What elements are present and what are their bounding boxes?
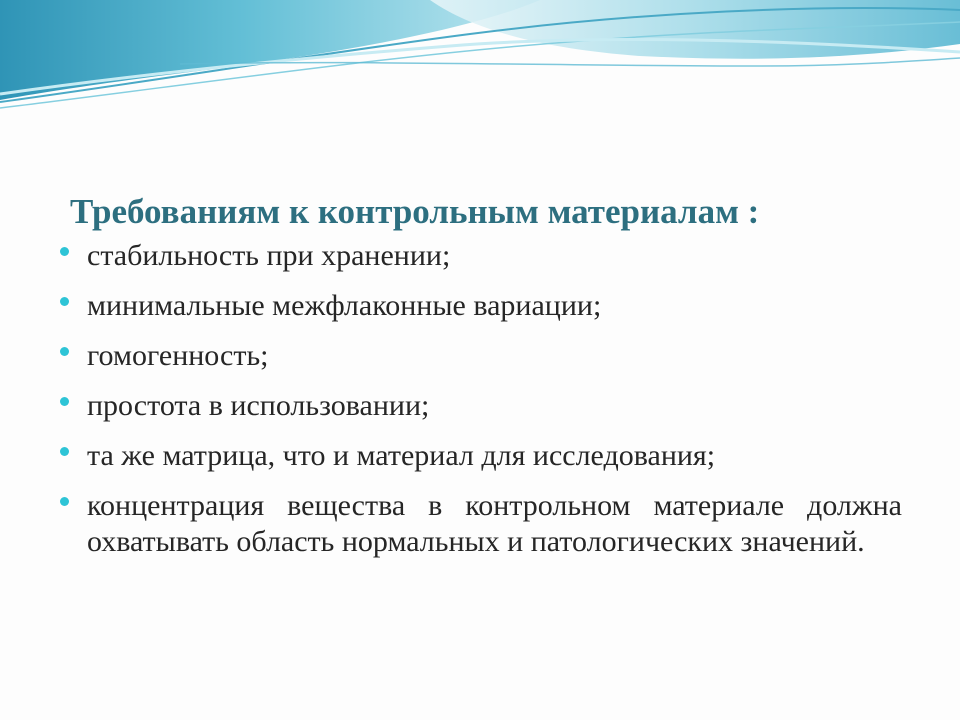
list-item [60, 388, 902, 424]
list-item-text: та же матрица, что и материал для исследования; [87, 439, 716, 472]
list-item-text: минимальные межфлаконные вариации; [87, 289, 602, 322]
list-item-text: стабильность при хранении; [87, 239, 451, 272]
bullet-icon [60, 447, 69, 456]
list-item [60, 288, 902, 324]
list-item [60, 438, 902, 474]
list-item [60, 338, 902, 374]
bullet-icon [60, 397, 69, 406]
list-item-text: гомогенность; [87, 339, 269, 372]
list-item-text: простота в использовании; [87, 389, 430, 422]
bullet-icon [60, 347, 69, 356]
slide-title: Требованиям к контрольным материалам : [70, 192, 760, 231]
bullet-list [60, 238, 902, 574]
list-item-text: концентрация вещества в контрольном материале должна охватывать область нормальных и патологических значений. [87, 489, 902, 558]
bullet-icon [60, 297, 69, 306]
bullet-icon [60, 247, 69, 256]
wave-decoration-icon [0, 0, 960, 120]
bullet-icon [60, 497, 69, 506]
list-item [60, 238, 902, 274]
list-item [60, 488, 902, 560]
